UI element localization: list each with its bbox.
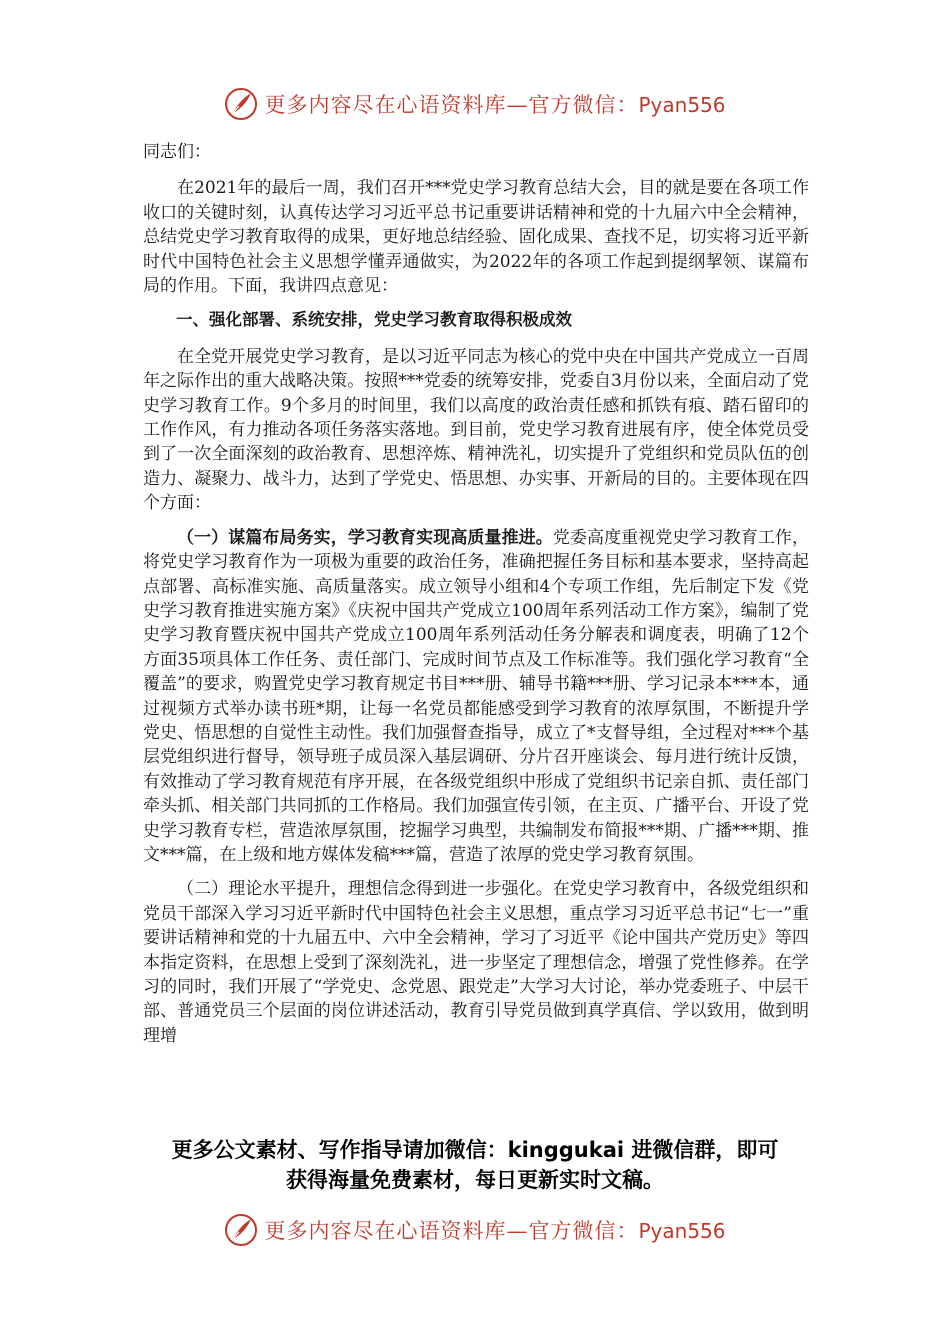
promo-line-2: 获得海量免费素材，每日更新实时文稿。 <box>286 1168 664 1192</box>
section-heading-1: 一、强化部署、系统安排，党史学习教育取得积极成效 <box>176 310 572 330</box>
promo-line-1: 更多公文素材、写作指导请加微信：kinggukai 进微信群，即可 <box>171 1138 779 1162</box>
paragraph-2-lead: （一）谋篇布局务实，学习教育实现高质量推进。 <box>177 527 553 548</box>
paragraph-2 <box>143 526 809 868</box>
intro-paragraph: 在2021年的最后一周，我们召开***党史学习教育总结大会，目的就是要在各项工作收口的关键时刻，认真传达学习习近平总书记重要讲话精神和党的十九届六中全会精神，总结党史学习教育取得的成果，更好地总结经验、固化成果、查找不足，切实将习近平新时代中国特色社会主义思想学懂弄通做实，为2022年的各项工作起到提纲挈领、谋篇布局的作用。下面，我讲四点意见： <box>143 178 809 297</box>
banner-wechat-id: Pyan556 <box>638 93 726 117</box>
header-banner <box>0 84 950 124</box>
paragraph-1: 在全党开展党史学习教育，是以习近平同志为核心的党中央在中国共产党成立一百周年之际作出的重大战略决策。按照***党委的统筹安排，党委自3月份以来，全面启动了党史学习教育工作。9个多月的时间里，我们以高度的政治责任感和抓铁有痕、踏石留印的工作作风，有力推动各项任务落实落地。到目前，党史学习教育进展有序，使全体党员受到了一次全面深刻的政治教育、思想淬炼、精神洗礼，切实提升了党组织和党员队伍的创造力、凝聚力、战斗力，达到了学党史、悟思想、办实事、开新局的目的。主要体现在四个方面： <box>143 346 809 514</box>
salutation: 同志们： <box>143 142 211 162</box>
quill-pen-icon <box>224 1213 258 1247</box>
paragraph-2-body: 党委高度重视党史学习教育工作，将党史学习教育作为一项极为重要的政治任务，准确把握任务目标和基本要求，坚持高起点部署、高标准实施、高质量落实。成立领导小组和4个专项工作组，先后制定下发《党史学习教育推进实施方案》《庆祝中国共产党成立100周年系列活动工作方案》，编制了党史学习教育暨庆祝中国共产党成立100周年系列活动任务分解表和调度表，明确了12个方面35项具体工作任务、责任部门、完成时间节点及工作标准等。我们强化学习教育“全覆盖”的要求，购置党史学习教育规定书目***册、辅导书籍***册、学习记录本***本，通过视频方式举办读书班*期，让每一名党员都能感受到学习教育的浓厚氛围，不断提升学党史、悟思想的自觉性主动性。我们加强督查指导，成立了*支督导组，全过程对***个基层党组织进行督导，领导班子成员深入基层调研、分片召开座谈会、每月进行统计反馈，有效推动了学习教育规范有序开展，在各级党组织中形成了党组织书记亲自抓、责任部门牵头抓、相关部门共同抓的工作格局。我们加强宣传引领，在主页、广播平台、开设了党史学习教育专栏，营造浓厚氛围，挖掘学习典型，共编制发布简报***期、广播***期、推文***篇，在上级和地方媒体发稿***篇，营造了浓厚的党史学习教育氛围。 <box>143 527 810 865</box>
banner-wechat-id: Pyan556 <box>638 1219 726 1243</box>
paragraph-3: （二）理论水平提升，理想信念得到进一步强化。在党史学习教育中，各级党组织和党员干部深入学习习近平新时代中国特色社会主义思想，重点学习习近平总书记“七一”重要讲话精神和党的十九届五中、六中全会精神，学习了习近平《论中国共产党历史》等四本指定资料，在思想上受到了深刻洗礼，进一步坚定了理想信念，增强了党性修养。在学习的同时，我们开展了“学党史、念党恩、跟党走”大学习大讨论，举办党委班子、中层干部、普通党员三个层面的岗位讲述活动，教育引导党员做到真学真信、学以致用，做到明理增 <box>143 879 809 1046</box>
banner-text: 更多内容尽在心语资料库—官方微信：Pyan556 <box>264 93 726 117</box>
footer-banner <box>0 1210 950 1250</box>
quill-pen-icon <box>224 87 258 121</box>
promo-notice <box>120 1135 830 1195</box>
banner-text: 更多内容尽在心语资料库—官方微信：Pyan556 <box>264 1219 726 1243</box>
document-body <box>143 140 809 1058</box>
